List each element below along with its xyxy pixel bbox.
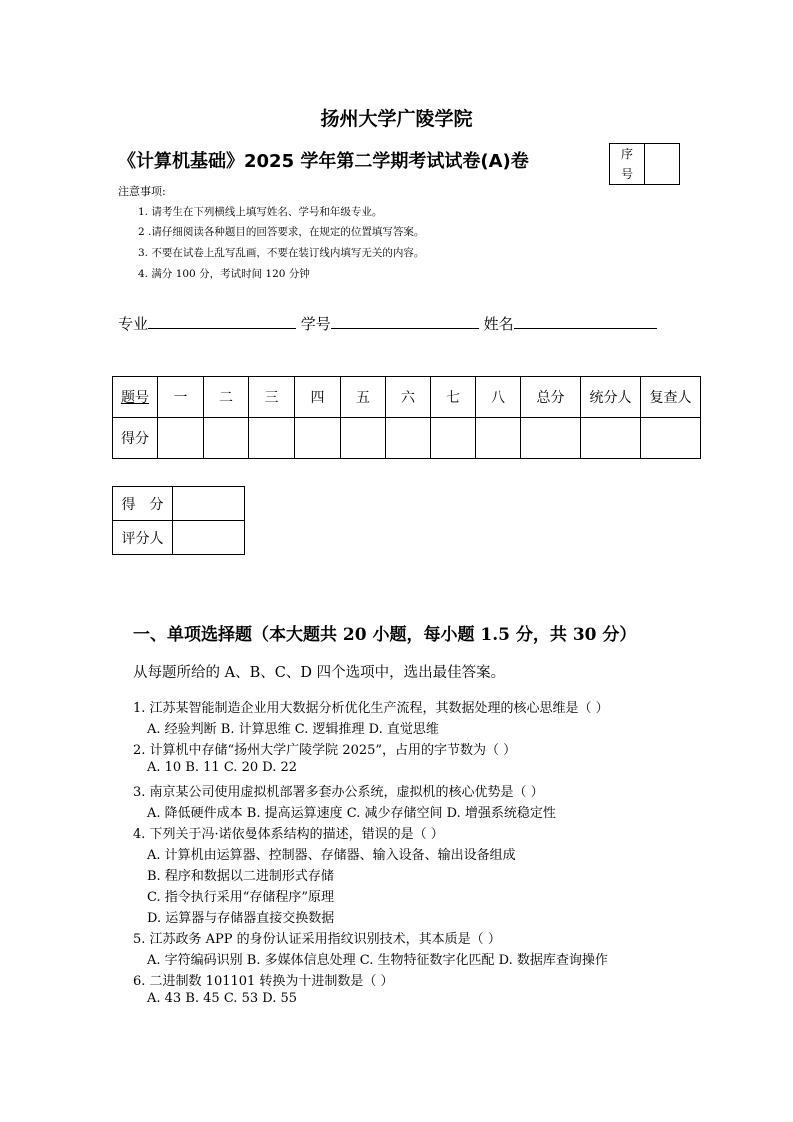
question-options: B. 程序和数据以二进制形式存储 xyxy=(147,869,334,884)
question-options: A. 43 B. 45 C. 53 D. 55 xyxy=(147,991,298,1006)
question-options: D. 运算器与存储器直接交换数据 xyxy=(147,911,335,926)
question-options: A. 降低硬件成本 B. 提高运算速度 C. 减少存储空间 D. 增强系统稳定性 xyxy=(147,806,556,821)
grader-table xyxy=(112,486,245,555)
score-header-cell: 总分 xyxy=(521,377,581,418)
score-table-score-row xyxy=(113,418,701,459)
score-cell[interactable] xyxy=(249,418,295,459)
score-header-cell: 复查人 xyxy=(641,377,701,418)
score-cell[interactable] xyxy=(204,418,249,459)
score-cell[interactable] xyxy=(431,418,476,459)
score-cell[interactable] xyxy=(295,418,341,459)
notice-title: 注意事项: xyxy=(118,185,166,198)
grader-score-cell[interactable] xyxy=(173,487,245,521)
question: 6. 二进制数 101101 转换为十进制数是（ ） xyxy=(133,974,394,989)
major-blank[interactable] xyxy=(148,314,296,329)
section-title: 一、单项选择题（本大题共 20 小题，每小题 1.5 分，共 30 分） xyxy=(133,625,637,645)
score-header-cell: 一 xyxy=(158,377,204,418)
score-header-cell: 三 xyxy=(249,377,295,418)
notice-item: 2 .请仔细阅读各种题目的回答要求，在规定的位置填写答案。 xyxy=(138,226,425,238)
question-options: A. 10 B. 11 C. 20 D. 22 xyxy=(147,760,298,775)
school-title: 扬州大学广陵学院 xyxy=(320,108,473,130)
score-cell[interactable] xyxy=(641,418,701,459)
score-table xyxy=(112,376,701,459)
sequence-label xyxy=(610,144,645,184)
notice-item: 3. 不要在试卷上乱写乱画，不要在装订线内填写无关的内容。 xyxy=(138,247,425,259)
grader-name-label: 评分人 xyxy=(113,521,173,555)
section-description: 从每题所给的 A、B、C、D 四个选项中，选出最佳答案。 xyxy=(133,665,506,681)
score-header-cell: 四 xyxy=(295,377,341,418)
sequence-label-line1: 序 xyxy=(620,147,633,161)
score-cell[interactable] xyxy=(581,418,641,459)
question: 1. 江苏某智能制造企业用大数据分析优化生产流程，其数据处理的核心思维是（ ） xyxy=(133,701,609,716)
score-table-header-row xyxy=(113,377,701,418)
score-header-cell: 六 xyxy=(386,377,431,418)
score-header-cell: 五 xyxy=(341,377,386,418)
notice-item: 1. 请考生在下列横线上填写姓名、学号和年级专业。 xyxy=(138,206,383,218)
question-options: A. 字符编码识别 B. 多媒体信息处理 C. 生物特征数字化匹配 D. 数据库查询操作 xyxy=(147,953,608,968)
question: 4. 下列关于冯·诺依曼体系结构的描述，错误的是（ ） xyxy=(133,827,444,842)
student-id-blank[interactable] xyxy=(331,314,479,329)
student-info-fields xyxy=(118,313,657,334)
score-cell[interactable] xyxy=(476,418,521,459)
question: 3. 南京某公司使用虚拟机部署多套办公系统，虚拟机的核心优势是（ ） xyxy=(133,785,544,800)
name-label: 姓名 xyxy=(483,315,514,333)
score-cell[interactable] xyxy=(386,418,431,459)
score-header-cell: 二 xyxy=(204,377,249,418)
score-row-label: 得分 xyxy=(113,418,158,459)
grader-name-cell[interactable] xyxy=(173,521,245,555)
notice-item: 4. 满分 100 分，考试时间 120 分钟 xyxy=(138,268,310,280)
question: 5. 江苏政务 APP 的身份认证采用指纹识别技术，其本质是（ ） xyxy=(133,932,501,947)
exam-title: 《计算机基础》2025 学年第二学期考试试卷(A)卷 xyxy=(118,151,529,172)
grader-score-label: 得 分 xyxy=(113,487,173,521)
student-id-label: 学号 xyxy=(300,315,331,333)
question-options: C. 指令执行采用“存储程序”原理 xyxy=(147,890,335,905)
question: 2. 计算机中存储“扬州大学广陵学院 2025”，占用的字节数为（ ） xyxy=(133,743,517,758)
score-cell[interactable] xyxy=(158,418,204,459)
question-options: A. 计算机由运算器、控制器、存储器、输入设备、输出设备组成 xyxy=(147,848,516,863)
sequence-number-box xyxy=(609,143,680,185)
score-header-cell: 七 xyxy=(431,377,476,418)
score-header-cell: 统分人 xyxy=(581,377,641,418)
score-header-cell: 题号 xyxy=(113,377,158,418)
name-blank[interactable] xyxy=(514,314,657,329)
score-header-cell: 八 xyxy=(476,377,521,418)
major-label: 专业 xyxy=(118,315,149,333)
score-cell[interactable] xyxy=(341,418,386,459)
question-options: A. 经验判断 B. 计算思维 C. 逻辑推理 D. 直觉思维 xyxy=(147,722,439,737)
score-cell[interactable] xyxy=(521,418,581,459)
sequence-label-line2: 号 xyxy=(620,167,633,181)
